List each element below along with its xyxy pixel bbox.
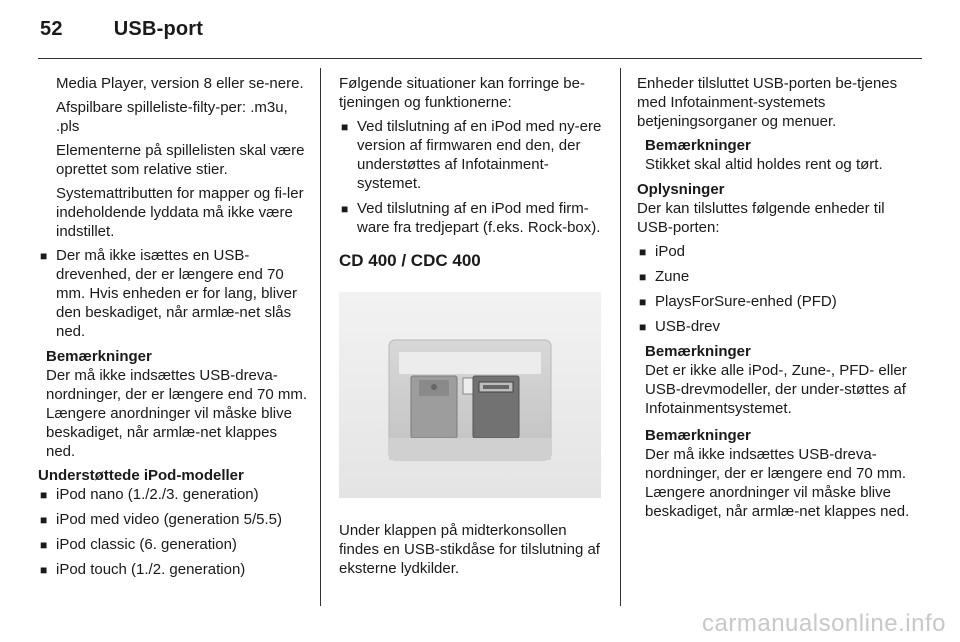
note-box [637, 342, 917, 418]
paragraph: Afspilbare spilleliste-filty-per: .m3u, .pls [56, 99, 288, 135]
column-2 [339, 74, 609, 583]
list-item: ■ iPod classic (6. generation) [40, 536, 237, 553]
list-item: ■ Ved tilslutning af en iPod med ny-ere version af firmwaren end den, der understøttes af Infotainment-systemet. [341, 118, 602, 192]
note-box [637, 136, 917, 174]
note-title: Bemærkninger [46, 348, 152, 365]
paragraph: Elementerne på spillelisten skal være oprettet som relative stier. [56, 142, 305, 178]
bullet-icon: ■ [40, 513, 48, 527]
list-item: ■ iPod nano (1./2./3. generation) [40, 486, 259, 503]
bullet-icon: ■ [639, 320, 647, 334]
ipod-model-list [38, 485, 310, 579]
paragraph: Følgende situationer kan forringe be-tjeningen og funktionerne: [339, 75, 585, 111]
photo-caption: Under klappen på midterkonsollen findes en USB-stikdåse for tilslutning af eksterne lydkilder. [339, 522, 600, 577]
note-title: Bemærkninger [645, 343, 751, 360]
header-rule [38, 58, 922, 59]
bullet-icon: ■ [639, 295, 647, 309]
note-title: Bemærkninger [645, 427, 751, 444]
device-list [637, 242, 917, 336]
bullet-icon: ■ [40, 538, 48, 552]
list-item: ■ Ved tilslutning af en iPod med firm-ware fra tredjepart (f.eks. Rock-box). [341, 200, 601, 236]
list-item: ■ iPod med video (generation 5/5.5) [40, 511, 282, 528]
bullet-icon: ■ [639, 270, 647, 284]
list-item: ■ USB-drev [639, 318, 721, 335]
bullet-icon: ■ [40, 488, 48, 502]
page-number: 52 [40, 18, 63, 40]
column-divider-2 [620, 68, 621, 606]
section-title: Understøttede iPod-modeller [38, 467, 244, 484]
note-title: Bemærkninger [645, 137, 751, 154]
usb-port-photo [339, 292, 601, 498]
bullet-list [38, 246, 310, 341]
column-divider-1 [320, 68, 321, 606]
section-title: Oplysninger [637, 181, 725, 198]
note-text: Der må ikke indsættes USB-dreva-nordninger, der er længere end 70 mm. Længere anordninger vil måske blive beskadiget, når armlæ-net klappes ned. [645, 446, 910, 520]
section-heading: CD 400 / CDC 400 [339, 251, 481, 270]
watermark: carmanualsonline.info [702, 610, 946, 637]
page-header [40, 18, 203, 41]
paragraph: Media Player, version 8 eller se-nere. [56, 75, 304, 92]
bullet-icon: ■ [639, 245, 647, 259]
list-item: ■ PlaysForSure-enhed (PFD) [639, 293, 837, 310]
paragraph: Enheder tilsluttet USB-porten be-tjenes med Infotainment-systemets betjeningsorganer og menuer. [637, 75, 898, 130]
list-item: ■ iPod touch (1./2. generation) [40, 561, 246, 578]
bullet-icon: ■ [341, 202, 349, 216]
list-item: ■ Zune [639, 268, 690, 285]
note-box [637, 426, 917, 521]
column-1 [38, 74, 310, 585]
bullet-icon: ■ [40, 563, 48, 577]
bullet-list [339, 117, 609, 237]
note-text: Det er ikke alle iPod-, Zune-, PFD- eller USB-drevmodeller, der under-støttes af Infotainmentsystemet. [645, 362, 907, 417]
list-item: ■ Der må ikke isættes en USB-drevenhed, der er længere end 70 mm. Hvis enheden er for lang, bliver den beskadiget, når armlæ-net slås ned. [40, 247, 297, 340]
page-title: USB-port [113, 18, 204, 40]
note-text: Der må ikke indsættes USB-dreva-nordninger, der er længere end 70 mm. Længere anordninger vil måske blive beskadiget, når armlæ-net klappes ned. [46, 367, 307, 460]
paragraph: Der kan tilsluttes følgende enheder til USB-porten: [637, 200, 885, 236]
note-box [38, 347, 310, 461]
list-item: ■ iPod [639, 243, 686, 260]
bullet-icon: ■ [341, 120, 349, 134]
paragraph: Systemattributten for mapper og fi-ler indeholdende lyddata må ikke være indstillet. [56, 185, 304, 240]
bullet-icon: ■ [40, 249, 48, 263]
column-3 [637, 74, 917, 521]
note-text: Stikket skal altid holdes rent og tørt. [645, 156, 883, 173]
